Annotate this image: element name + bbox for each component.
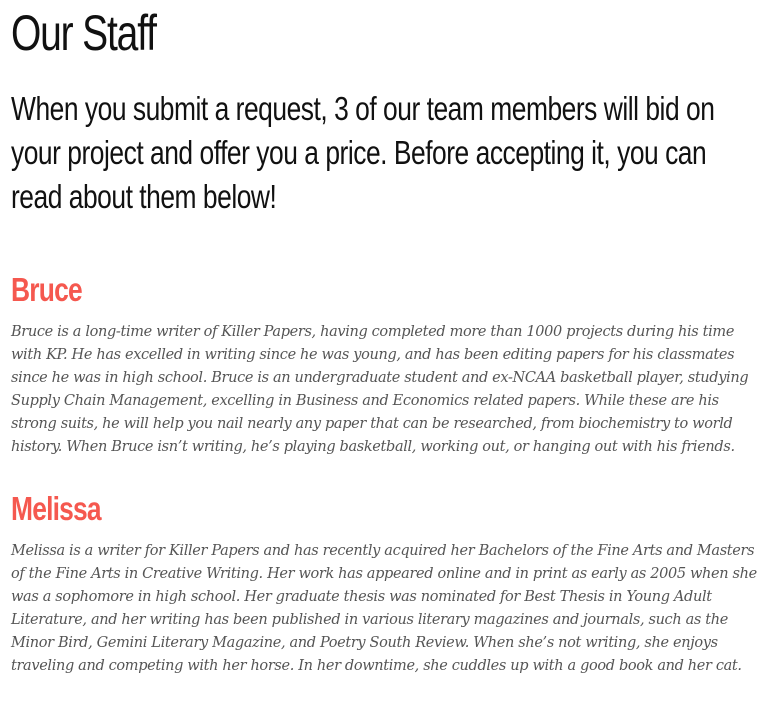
staff-bio: Bruce is a long-time writer of Killer Papers, having completed more than 1000 projects during his time with KP. He has excelled in writing since he was young, and has been editing papers for his classmates since he was in high school. Bruce is an undergraduate student and ex-NCAA basketball player, studying Supply Chain Management, excelling in Business and Economics related papers. While these are his strong suits, he will help you nail nearly any paper that can be researched, from biochemistry to world history. When Bruce isn’t writing, he’s playing basketball, working out, or hanging out with his friends. xyxy=(11,324,749,455)
staff-page xyxy=(11,0,757,678)
intro-text: When you submit a request, 3 of our team members will bid on your project and offer you a price. Before accepting it, you can read about them below! xyxy=(11,90,715,215)
staff-bio: Melissa is a writer for Killer Papers and has recently acquired her Bachelors of the Fine Arts and Masters of the Fine Arts in Creative Writing. Her work has appeared online and in print as early as 2005 when she was a sophomore in high school. Her graduate thesis was nominated for Best Thesis in Young Adult Literature, and her writing has been published in various literary magazines and journals, such as the Minor Bird, Gemini Literary Magazine, and Poetry South Review. When she’s not writing, she enjoys traveling and competing with her horse. In her downtime, she cuddles up with a good book and her cat. xyxy=(11,543,757,674)
staff-member-bruce xyxy=(11,270,757,459)
page-title: Our Staff xyxy=(11,5,156,61)
staff-name: Bruce xyxy=(11,271,82,308)
staff-name: Melissa xyxy=(11,490,101,527)
staff-member-melissa xyxy=(11,489,757,678)
